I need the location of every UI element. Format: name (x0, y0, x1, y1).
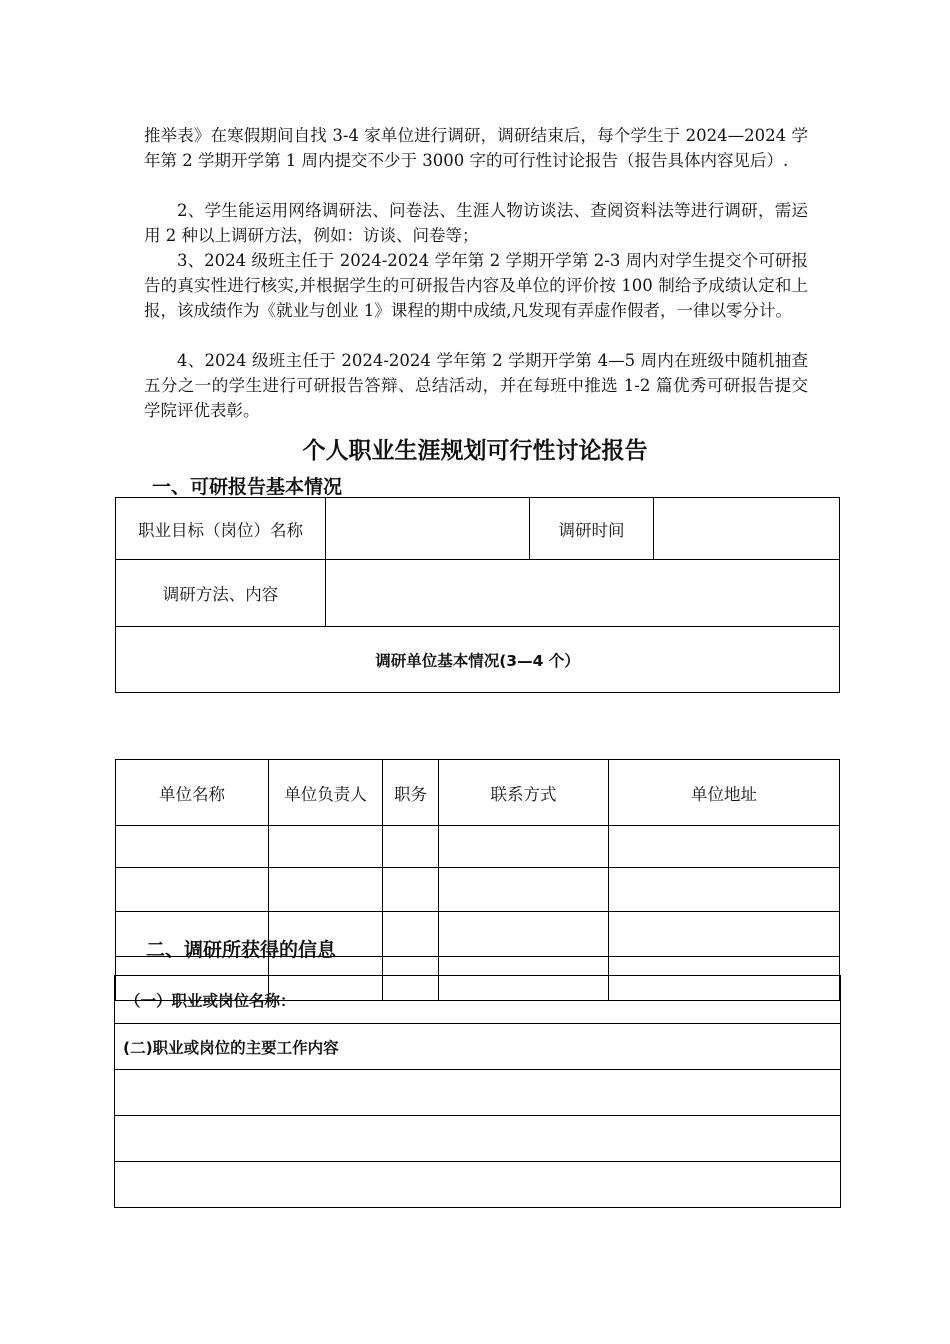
units-header-row (116, 760, 840, 826)
col-unit-name: 单位名称 (116, 760, 269, 826)
intro-paragraph-4: 4、2024 级班主任于 2024-2024 学年第 2 学期开学第 4—5 周内在班级中随机抽查五分之一的学生进行可研报告答辩、总结活动，并在每班中推选 1-2 篇优秀可研报告提交学院评优表彰。 (144, 351, 808, 420)
research-info-table (114, 975, 841, 1208)
work-content-item: (二)职业或岗位的主要工作内容 (115, 1024, 841, 1070)
career-target-cell[interactable] (326, 498, 530, 560)
section-2-heading: 二、调研所获得的信息 (146, 939, 337, 961)
blank-row[interactable] (115, 1162, 841, 1208)
research-time-cell[interactable] (654, 498, 840, 560)
blank-row[interactable] (115, 1070, 841, 1116)
intro-paragraph-3: 3、2024 级班主任于 2024-2024 学年第 2 学期开学第 2-3 周内对学生提交个可研报告的真实性进行核实,并根据学生的可研报告内容及单位的评价按 100 制给予成绩认定和上报，该成绩作为《就业与创业 1》课程的期中成绩,凡发现有弄虚作假者，一律以零分计。 (144, 251, 808, 320)
table-row (116, 868, 840, 912)
section-1-heading: 一、可研报告基本情况 (152, 476, 343, 498)
career-name-item: （一）职业或岗位名称： (115, 976, 841, 1024)
career-target-label: 职业目标（岗位）名称 (116, 498, 326, 560)
units-table (115, 759, 840, 1001)
research-time-label: 调研时间 (530, 498, 654, 560)
intro-paragraph-2: 2、学生能运用网络调研法、问卷法、生涯人物访谈法、查阅资料法等进行调研，需运用 2 种以上调研方法，例如：访谈、问卷等； (144, 201, 808, 245)
table-row (116, 826, 840, 868)
col-contact: 联系方式 (439, 760, 609, 826)
report-title: 个人职业生涯规划可行性讨论报告 (302, 438, 648, 464)
col-unit-head: 单位负责人 (269, 760, 383, 826)
col-address: 单位地址 (609, 760, 840, 826)
research-method-cell[interactable] (326, 560, 840, 627)
col-position: 职务 (383, 760, 439, 826)
units-heading: 调研单位基本情况(3—4 个） (116, 627, 840, 693)
blank-row[interactable] (115, 1116, 841, 1162)
basic-info-table (115, 497, 840, 693)
intro-paragraph-1: 推举表》在寒假期间自找 3-4 家单位进行调研，调研结束后，每个学生于 2024—2024 学年第 2 学期开学第 1 周内提交不少于 3000 字的可行性讨论报告（报告具体内容见后）. (144, 126, 808, 170)
research-method-label: 调研方法、内容 (116, 560, 326, 627)
